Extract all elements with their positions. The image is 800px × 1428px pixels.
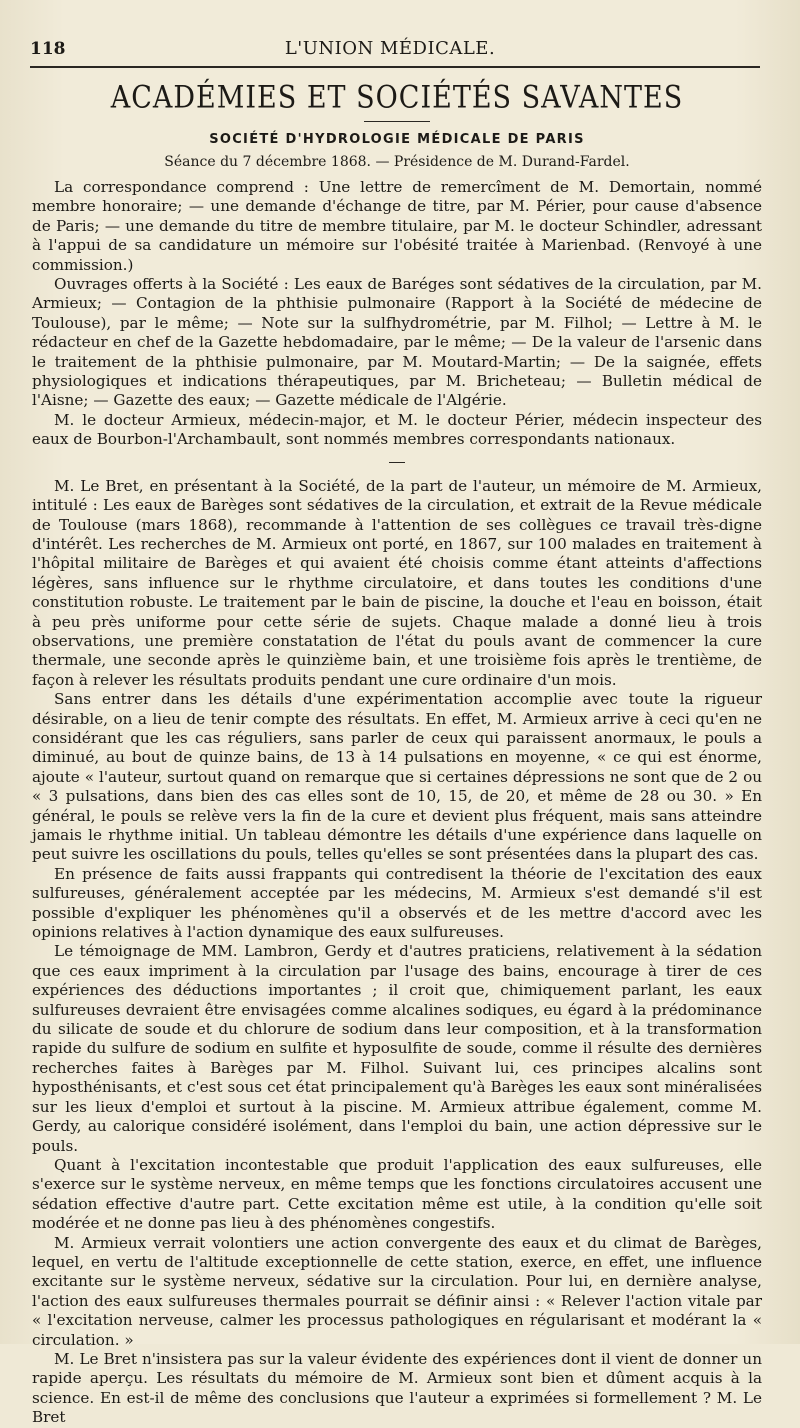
- page-number: 118: [30, 39, 66, 59]
- paragraph: Le témoignage de MM. Lambron, Gerdy et d'autres praticiens, relativement à la sédation que ces eaux impriment à la circulation par l'usage des bains, encourage à tirer de ces expériences des déductions importantes ; il croit que, chimiquement parlant, les eaux sulfureuses devraient être envisagées comme alcalines sodiques, eu égard à la prédominance du silicate de soude et du chlorure de sodium dans leur composition, et à la transformation rapide du sulfure de sodium en sulfite et hyposulfite de soude, comme il résulte des dernières recherches faites à Barèges par M. Filhol. Suivant lui, ces principes alcalins sont hyposthénisants, et c'est sous cet état principalement qu'à Barèges les eaux sont minéralisées sur les lieux d'emploi et surtout à la piscine. M. Armieux attribue également, comme M. Gerdy, au calorique considéré isolément, dans l'emploi du bain, une action dépressive sur le pouls.: [32, 942, 762, 1155]
- paragraph: M. Le Bret n'insistera pas sur la valeur évidente des expériences dont il vient de donner un rapide aperçu. Les résultats du mémoire de M. Armieux sont bien et dûment acquis à la science. En est-il de même des conclusions que l'auteur a exprimées si formellement ? M. Le Bret: [32, 1349, 762, 1427]
- running-title: L'UNION MÉDICALE.: [284, 38, 496, 59]
- paragraph: M. le docteur Armieux, médecin-major, et M. le docteur Périer, médecin inspecteur des eaux de Bourbon-l'Archambault, sont nommés membres correspondants nationaux.: [32, 410, 762, 449]
- title-divider: [364, 121, 430, 122]
- article-body: [32, 79, 762, 1428]
- section-divider: [389, 462, 405, 463]
- paragraph: La correspondance comprend : Une lettre de remercîment de M. Demortain, nommé membre honoraire; — une demande d'échange de titre, par M. Périer, pour cause d'absence de Paris; — une demande du titre de membre titulaire, par M. le docteur Schindler, adressant à l'appui de sa candidature un mémoire sur l'obésité traitée à Marienbad. (Renvoyé à une commission.): [32, 178, 762, 274]
- section-title: ACADÉMIES ET SOCIÉTÉS SAVANTES: [110, 79, 684, 116]
- paragraph: En présence de faits aussi frappants qui contredisent la théorie de l'excitation des eaux sulfureuses, généralement acceptée par les médecins, M. Armieux s'est demandé s'il est possible d'expliquer les phénomènes qu'il a observés et de les mettre d'accord avec les opinions relatives à l'action dynamique des eaux sulfureuses.: [32, 864, 762, 942]
- paragraph: M. Armieux verrait volontiers une action convergente des eaux et du climat de Barèges, lequel, en vertu de l'altitude exceptionnelle de cette station, exerce, en effet, une influence excitante sur le système nerveux, sédative sur la circulation. Pour lui, en dernière analyse, l'action des eaux sulfureuses thermales pourrait se définir ainsi : « Relever l'action vitale par « l'excitation nerveuse, calmer les processus pathologiques en régularisant et modérant la « circulation. »: [32, 1233, 762, 1349]
- paragraph: Quant à l'excitation incontestable que produit l'application des eaux sulfureuses, elle s'exerce sur le système nerveux, en même temps que les fonctions circulatoires accusent une sédation effective d'autre part. Cette excitation même est utile, à la condition qu'elle soit modérée et ne donne pas lieu à des phénomènes congestifs.: [32, 1155, 762, 1233]
- header-rule: [30, 66, 760, 68]
- paragraph: Sans entrer dans les détails d'une expérimentation accomplie avec toute la rigueur désirable, on a lieu de tenir compte des résultats. En effet, M. Armieux arrive à ceci qu'en ne considérant que les cas réguliers, sans parler de ceux qui paraissent anormaux, le pouls a diminué, au bout de quinze bains, de 13 à 14 pulsations en moyenne, « ce qui est énorme, ajoute « l'auteur, surtout quand on remarque que si certaines dépressions ne sont que de 2 ou « 3 pulsations, dans bien des cas elles sont de 10, 15, de 20, et même de 28 ou 30. » En général, le pouls se relève vers la fin de la cure et devient plus fréquent, mais sans atteindre jamais le rhythme initial. Un tableau démontre les détails d'une expérience dans laquelle on peut suivre les oscillations du pouls, telles qu'elles se sont présentées dans la plupart des cas.: [32, 690, 762, 864]
- society-title: SOCIÉTÉ D'HYDROLOGIE MÉDICALE DE PARIS: [209, 132, 585, 147]
- paragraph: Ouvrages offerts à la Société : Les eaux de Baréges sont sédatives de la circulation, par M. Armieux; — Contagion de la phthisie pulmonaire (Rapport à la Société de médecine de Toulouse), par le même; — Note sur la sulfhydrométrie, par M. Filhol; — Lettre à M. le rédacteur en chef de la Gazette hebdomadaire, par le même; — De la valeur de l'arsenic dans le traitement de la phthisie pulmonaire, par M. Moutard-Martin; — De la saignée, effets physiologiques et indications thérapeutiques, par M. Bricheteau; — Bulletin médical de l'Aisne; — Gazette des eaux; — Gazette médicale de l'Algérie.: [32, 275, 762, 410]
- paragraph: M. Le Bret, en présentant à la Société, de la part de l'auteur, un mémoire de M. Armieux, intitulé : Les eaux de Barèges sont sédatives de la circulation, et extrait de la Revue médicale de Toulouse (mars 1868), recommande à l'attention de ses collègues ce travail très-digne d'intérêt. Les recherches de M. Armieux ont porté, en 1867, sur 100 malades en traitement à l'hôpital militaire de Barèges et qui avaient été choisis comme étant atteints d'affections légères, sans influence sur le rhythme circulatoire, et dans toutes les conditions d'une constitution robuste. Le traitement par le bain de piscine, la douche et l'eau en boisson, était à peu près uniforme pour cette série de sujets. Chaque malade a donné lieu à trois observations, une première constatation de l'état du pouls avant de commencer la cure thermale, une seconde après le quinzième bain, et une troisième fois après le trentième, de façon à relever les résultats produits pendant une cure ordinaire d'un mois.: [32, 476, 762, 689]
- session-line: Séance du 7 décembre 1868. — Présidence de M. Durand-Fardel.: [164, 154, 630, 170]
- page-header: [30, 38, 750, 68]
